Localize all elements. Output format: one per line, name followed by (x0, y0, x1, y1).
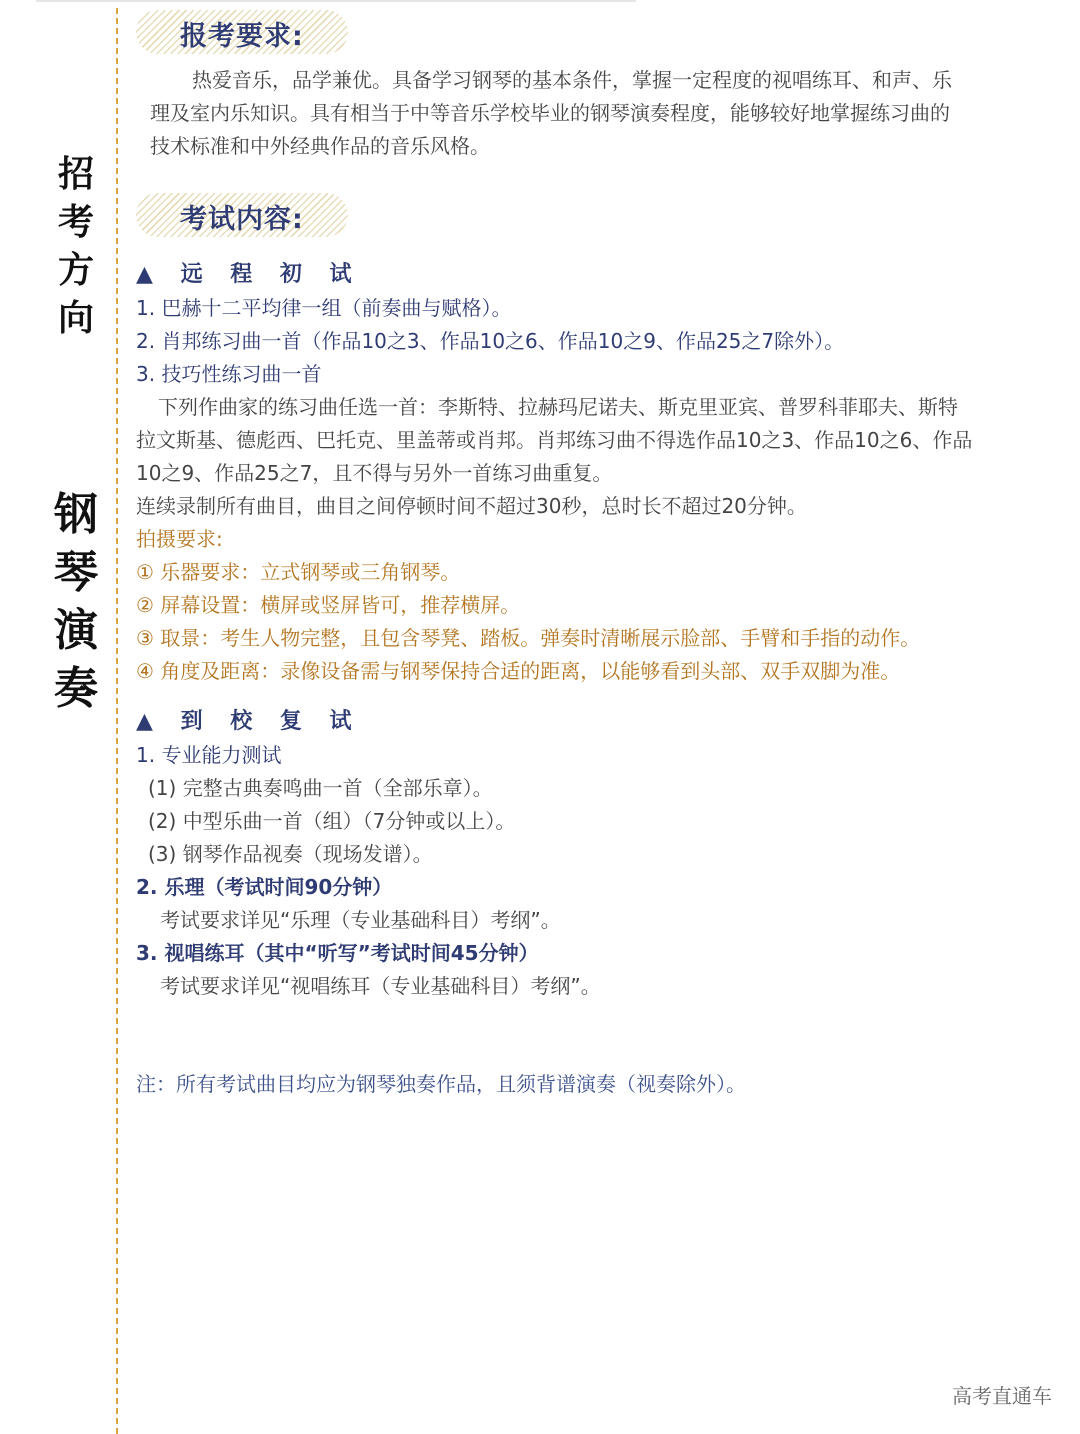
remote-item-2: 2. 肖邦练习曲一首（作品10之3、作品10之6、作品10之9、作品25之7除外）。 (136, 329, 845, 353)
top-divider (36, 0, 636, 2)
side-title-char: 考 (57, 201, 94, 243)
side-title-char: 招 (57, 153, 94, 195)
content-header (136, 193, 348, 237)
filming-item: ④ 角度及距离：录像设备需与钢琴保持合适的距离，以能够看到头部、双手双脚为准。 (136, 659, 901, 683)
side-title-direction (50, 150, 102, 342)
side-title-char: 向 (57, 297, 94, 339)
watermark-footer: 高考直通车 (952, 1384, 1052, 1408)
recording-requirement: 连续录制所有曲目，曲目之间停顿时间不超过30秒，总时长不超过20分钟。 (136, 494, 807, 518)
filming-item: ① 乐器要求：立式钢琴或三角钢琴。 (136, 560, 461, 584)
remote-item-1: 1. 巴赫十二平均律一组（前奏曲与赋格）。 (136, 296, 512, 320)
onsite-item-1-sub: (2) 中型乐曲一首（组）（7分钟或以上）。 (148, 809, 516, 833)
remote-item-3: 3. 技巧性练习曲一首 (136, 362, 322, 386)
side-title-subject (50, 486, 102, 718)
remote-item-3-line: 10之9、作品25之7，且不得与另外一首练习曲重复。 (136, 461, 613, 485)
requirements-text-line: 理及室内乐知识。具有相当于中等音乐学校毕业的钢琴演奏程度，能够较好地掌握练习曲的 (150, 101, 950, 125)
onsite-item-1-sub: (1) 完整古典奏鸣曲一首（全部乐章）。 (148, 776, 493, 800)
filming-item: ② 屏幕设置：横屏或竖屏皆可，推荐横屏。 (136, 593, 521, 617)
filming-title: 拍摄要求: (136, 527, 223, 551)
requirements-text-line: 热爱音乐，品学兼优。具备学习钢琴的基本条件，掌握一定程度的视唱练耳、和声、乐 (192, 68, 952, 92)
side-title-char: 琴 (54, 547, 98, 598)
onsite-item-2-desc: 考试要求详见“乐理（专业基础科目）考纲”。 (160, 908, 561, 932)
exam-note: 注：所有考试曲目均应为钢琴独奏作品，且须背谱演奏（视奏除外）。 (136, 1072, 746, 1096)
side-title-char: 钢 (54, 489, 98, 540)
onsite-item-2: 2. 乐理（考试时间90分钟） (136, 875, 393, 899)
vertical-dashed-divider (116, 8, 118, 1434)
content-title: 考试内容: (180, 204, 304, 235)
onsite-exam-heading: ▲ 到 校 复 试 (136, 709, 362, 734)
remote-exam-heading: ▲ 远 程 初 试 (136, 262, 362, 287)
requirements-text-line: 技术标准和中外经典作品的音乐风格。 (150, 134, 490, 158)
requirements-title: 报考要求: (180, 21, 304, 52)
remote-item-3-line: 下列作曲家的练习曲任选一首：李斯特、拉赫玛尼诺夫、斯克里亚宾、普罗科菲耶夫、斯特 (158, 395, 958, 419)
onsite-item-1: 1. 专业能力测试 (136, 743, 282, 767)
onsite-item-3-desc: 考试要求详见“视唱练耳（专业基础科目）考纲”。 (160, 974, 601, 998)
requirements-header (136, 10, 348, 54)
side-title-char: 奏 (54, 663, 98, 714)
side-title-char: 方 (57, 249, 94, 291)
filming-item: ③ 取景：考生人物完整，且包含琴凳、踏板。弹奏时清晰展示脸部、手臂和手指的动作。 (136, 626, 921, 650)
remote-item-3-line: 拉文斯基、德彪西、巴托克、里盖蒂或肖邦。肖邦练习曲不得选作品10之3、作品10之6、作品 (136, 428, 973, 452)
onsite-item-1-sub: (3) 钢琴作品视奏（现场发谱）。 (148, 842, 433, 866)
onsite-item-3: 3. 视唱练耳（其中“听写”考试时间45分钟） (136, 941, 539, 965)
side-title-char: 演 (54, 605, 98, 656)
